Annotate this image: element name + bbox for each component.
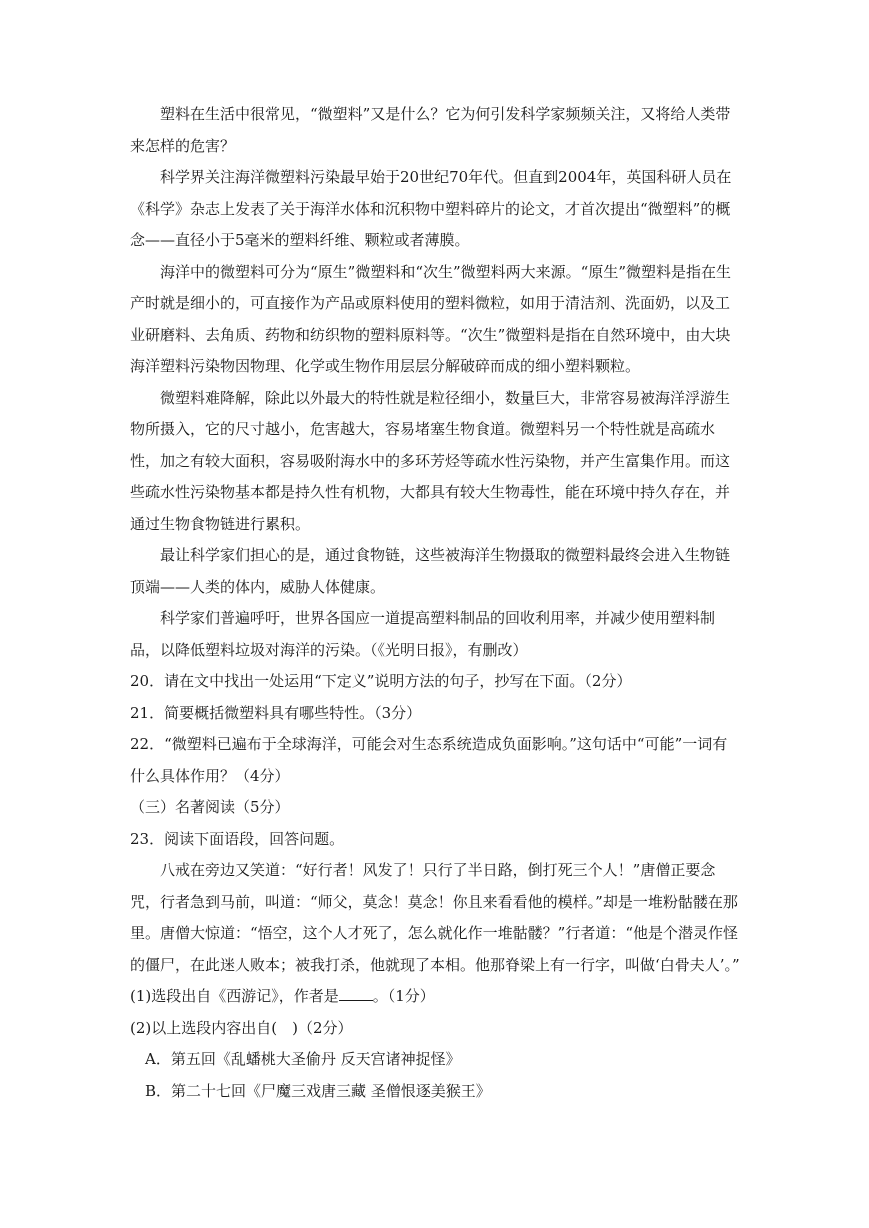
novel-excerpt: 八戒在旁边又笑道：“好行者！风发了！只行了半日路，倒打死三个人！”唐僧正要念咒，行者急到马前，叫道：“师父，莫念！莫念！你且来看看他的模样。”却是一堆粉骷髅在那里。唐僧大惊道：“悟空，这个人才死了，怎么就化作一堆骷髅？”行者道：“他是个潜灵作怪的僵尸，在此迷人败本；被我打杀，他就现了本相。他那脊梁上有一行字，叫做‘白骨夫人’。” <box>130 861 740 974</box>
question-22: 22．“微塑料已遍布于全球海洋，可能会对生态系统造成负面影响。”这句话中“可能”一词有什么具体作用？（4分） <box>130 735 728 785</box>
reading-passage <box>130 99 740 666</box>
sub-question-1-text: (1)选段出自《西游记》，作者是 <box>130 987 339 1005</box>
sub-question-1 <box>130 981 740 1013</box>
section-heading: （三）名著阅读（5分） <box>130 798 290 816</box>
answer-blank[interactable] <box>339 986 373 1001</box>
document-body <box>130 99 740 1107</box>
passage-paragraph-1: 塑料在生活中很常见，“微塑料”又是什么？它为何引发科学家频频关注，又将给人类带来怎样的危害？ <box>130 105 731 155</box>
passage-paragraph-5: 最让科学家们担心的是，通过食物链，这些被海洋生物摄取的微塑料最终会进入生物链顶端——人类的体内，威胁人体健康。 <box>130 546 731 596</box>
passage-paragraph-4: 微塑料难降解，除此以外最大的特性就是粒径细小，数量巨大，非常容易被海洋浮游生物所摄入，它的尺寸越小，危害越大，容易堵塞生物食道。微塑料另一个特性就是高疏水性，加之有较大面积，容易吸附海水中的多环芳烃等疏水性污染物，并产生富集作用。而这些疏水性污染物基本都是持久性有机物，大都具有较大生物毒性，能在环境中持久存在，并通过生物食物链进行累积。 <box>130 388 731 533</box>
classic-reading-section <box>130 792 740 1107</box>
option-a: A．第五回《乱蟠桃大圣偷丹 反天宫诸神捉怪》 <box>145 1050 461 1068</box>
question-list <box>130 666 740 792</box>
sub-question-2: (2)以上选段内容出自( )（2分） <box>130 1018 353 1037</box>
sub-question-1-score: 。（1分） <box>372 987 435 1005</box>
question-23: 23．阅读下面语段，回答问题。 <box>130 829 345 848</box>
passage-paragraph-6: 科学家们普遍呼吁，世界各国应一道提高塑料制品的回收利用率，并减少使用塑料制品，以降低塑料垃圾对海洋的污染。（《光明日报》，有删改） <box>130 609 716 659</box>
passage-paragraph-3: 海洋中的微塑料可分为“原生”微塑料和“次生”微塑料两大来源。“原生”微塑料是指在生产时就是细小的，可直接作为产品或原料使用的塑料微粒，如用于清洁剂、洗面奶，以及工业研磨料、去角质、药物和纺织物的塑料原料等。“次生”微塑料是指在自然环境中，由大块海洋塑料污染物因物理、化学或生物作用层层分解破碎而成的细小塑料颗粒。 <box>130 262 732 375</box>
question-21: 21．简要概括微塑料具有哪些特性。（3分） <box>130 703 422 722</box>
question-20: 20．请在文中找出一处运用“下定义”说明方法的句子，抄写在下面。（2分） <box>130 672 632 690</box>
option-b: B．第二十七回《尸魔三戏唐三藏 圣僧恨逐美猴王》 <box>145 1081 491 1100</box>
passage-paragraph-2: 科学界关注海洋微塑料污染最早始于20世纪70年代。但直到2004年，英国科研人员在《科学》杂志上发表了关于海洋水体和沉积物中塑料碎片的论文，才首次提出“微塑料”的概念——直径小于5毫米的塑料纤维、颗粒或者薄膜。 <box>130 168 732 249</box>
